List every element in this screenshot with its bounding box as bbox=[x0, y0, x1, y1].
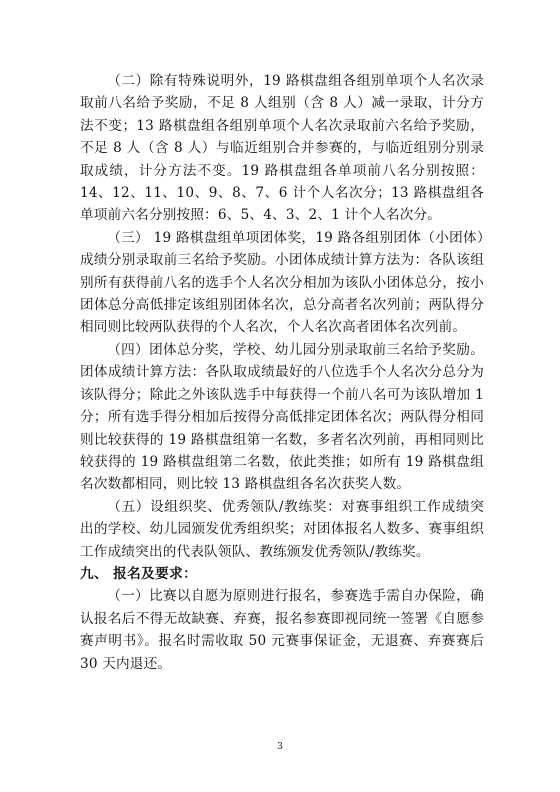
section-heading-registration: 九、 报名及要求： bbox=[80, 565, 198, 582]
paragraph-team-single-awards: （三） 19 路棋盘组单项团体奖，19 路各组别团体（小团体）成绩分别录取前三名给予奖励。小团体成绩计算方法为：各队该组别所有获得前八名的选手个人名次分相加为该队小团体总分，按小团体总分高低排定该组别团体名次，总分高者名次列前；两队得分相同则比较两队获得的个人名次，个人名次高者团体名次列前。 bbox=[80, 229, 484, 336]
paragraph-organization-awards: （五）设组织奖、优秀领队/教练奖：对赛事组织工作成绩突出的学校、幼儿园颁发优秀组织奖；对团体报名人数多、赛事组织工作成绩突出的代表队领队、教练颁发优秀领队/教练奖。 bbox=[80, 498, 484, 560]
paragraph-individual-awards: （二）除有特殊说明外，19 路棋盘组各组别单项个人名次录取前八名给予奖励，不足 8 人组别（含 8 人）减一录取，计分方法不变；13 路棋盘组各组别单项个人名次录取前六名给予奖励，不足 8 人（含 8 人）与临近组别合并参赛的，与临近组别分别录取成绩，计分方法不变。19 路棋盘组各单项前八名分别按照：14、12、11、10、9、8、7、6 计个人名次分；13 路棋盘组各单项前六名分别按照：6、5、4、3、2、1 计个人名次分。 bbox=[80, 73, 484, 224]
paragraph-team-total-awards: （四）团体总分奖，学校、幼儿园分别录取前三名给予奖励。团体成绩计算方法：各队取成绩最好的八位选手个人名次分总分为该队得分；除此之外该队选手中每获得一个前八名可为该队增加 1 分；所有选手得分相加后按得分高低排定团体名次；两队得分相同则比较获得的 19 路棋盘组第一名数，多者名次列前，再相同则比较获得的 19 路棋盘组第二名数，依此类推；如所有 19 路棋盘组名次数都相同，则比较 13 路棋盘组各名次获奖人数。 bbox=[80, 341, 484, 493]
paragraph-registration-rules: （一）比赛以自愿为原则进行报名，参赛选手需自办保险，确认报名后不得无故缺赛、弃赛，报名参赛即视同统一签署《自愿参赛声明书》。报名时需收取 50 元赛事保证金，无退赛、弃赛赛后 30 天内退还。 bbox=[80, 588, 484, 672]
page-number: 3 bbox=[277, 742, 283, 752]
document-body bbox=[80, 70, 484, 675]
